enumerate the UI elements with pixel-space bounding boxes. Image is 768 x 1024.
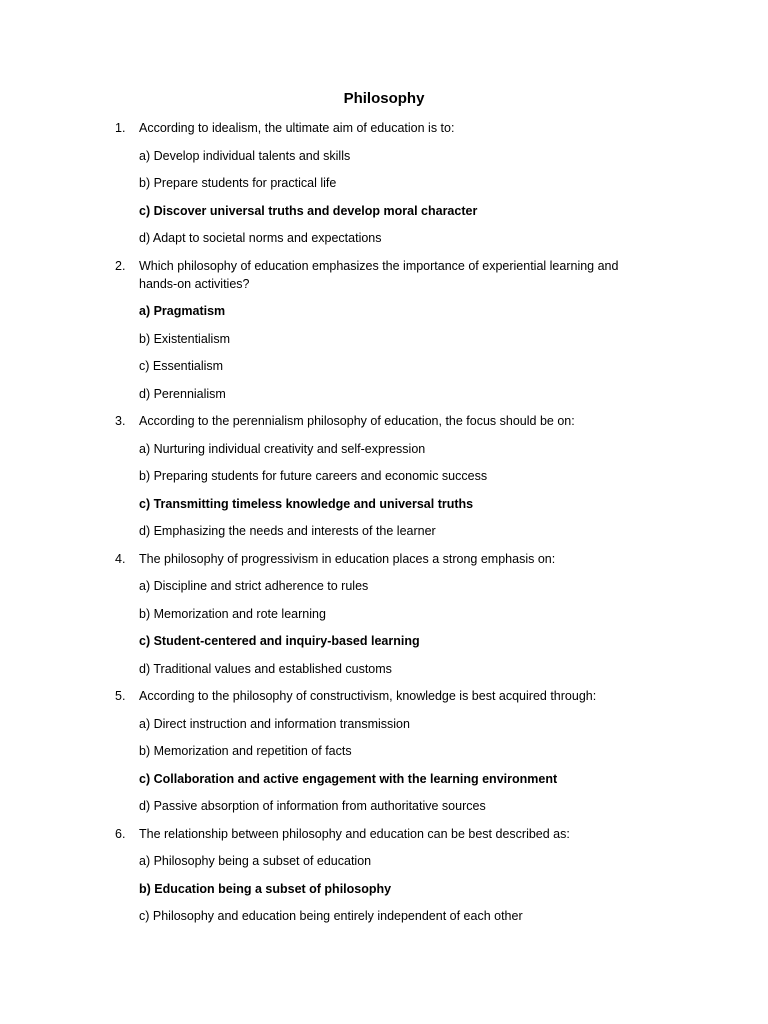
question-text: Which philosophy of education emphasizes the importance of experiential learning and hands-on activities? — [139, 258, 619, 291]
question-text: The philosophy of progressivism in education places a strong emphasis on: — [139, 551, 556, 566]
answer-option-d: d) Adapt to societal norms and expectations — [139, 231, 382, 245]
answer-option-a: a) Discipline and strict adherence to rules — [139, 579, 369, 593]
answer-option-c: c) Student-centered and inquiry-based learning — [139, 634, 420, 648]
question-text: According to idealism, the ultimate aim of education is to: — [139, 121, 455, 135]
answer-option-b: b) Education being a subset of philosophy — [139, 881, 392, 896]
answer-option-b: b) Prepare students for practical life — [139, 176, 337, 190]
answer-option-b: b) Memorization and rote learning — [139, 606, 326, 621]
page-title: Philosophy — [343, 90, 425, 107]
question-number: 5. — [115, 689, 126, 703]
question-stem — [0, 687, 768, 705]
answer-option-d: d) Emphasizing the needs and interests of the learner — [139, 524, 436, 538]
question-number: 3. — [115, 414, 126, 428]
answer-option-b: b) Preparing students for future careers and economic success — [139, 469, 488, 483]
answer-option-a: a) Nurturing individual creativity and self-expression — [139, 441, 426, 456]
question-text: According to the philosophy of constructivism, knowledge is best acquired through: — [139, 689, 597, 703]
answer-option-c: c) Philosophy and education being entirely independent of each other — [139, 909, 523, 923]
question-4 — [0, 550, 768, 678]
answer-option-c: c) Transmitting timeless knowledge and universal truths — [139, 496, 474, 511]
answer-option-a: a) Direct instruction and information transmission — [139, 716, 410, 731]
question-list — [0, 119, 768, 925]
answer-option-d: d) Perennialism — [139, 386, 226, 401]
answer-option-d: d) Passive absorption of information from authoritative sources — [139, 799, 486, 813]
question-number: 4. — [115, 551, 126, 566]
question-number: 6. — [115, 826, 126, 841]
answer-option-b: b) Existentialism — [139, 331, 230, 346]
question-text: The relationship between philosophy and education can be best described as: — [139, 826, 570, 841]
question-stem — [0, 550, 768, 568]
answer-option-d: d) Traditional values and established customs — [139, 661, 392, 676]
answer-option-c: c) Essentialism — [139, 359, 224, 373]
question-number: 1. — [115, 121, 126, 135]
answer-option-b: b) Memorization and repetition of facts — [139, 744, 352, 758]
question-text: According to the perennialism philosophy of education, the focus should be on: — [139, 414, 575, 428]
question-3 — [0, 412, 768, 540]
question-1 — [0, 119, 768, 247]
question-stem — [0, 119, 768, 137]
answer-option-a: a) Pragmatism — [139, 304, 226, 318]
answer-option-c: c) Discover universal truths and develop moral character — [139, 203, 478, 218]
question-2 — [0, 257, 768, 403]
question-5 — [0, 687, 768, 815]
question-stem — [0, 825, 768, 843]
question-stem — [0, 412, 768, 430]
answer-option-a: a) Philosophy being a subset of education — [139, 854, 372, 868]
answer-option-c: c) Collaboration and active engagement with the learning environment — [139, 771, 558, 786]
answer-option-a: a) Develop individual talents and skills — [139, 148, 351, 163]
question-6 — [0, 825, 768, 926]
question-number: 2. — [115, 258, 126, 273]
question-stem — [0, 257, 768, 293]
